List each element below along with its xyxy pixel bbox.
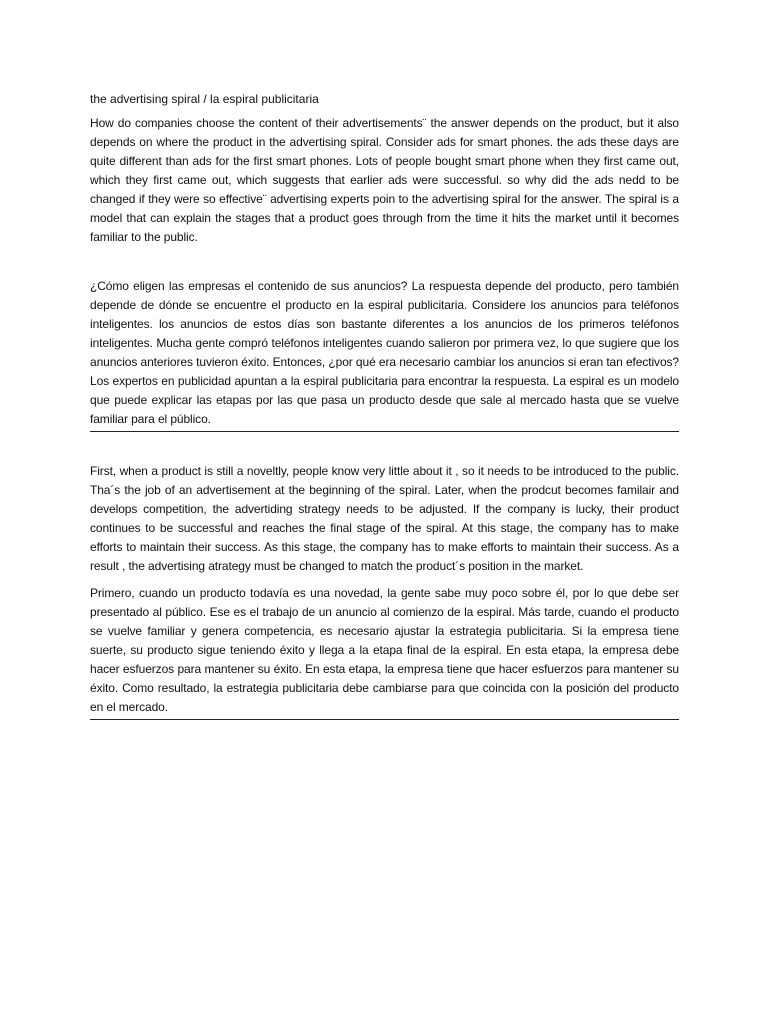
section-divider-2 <box>90 719 679 720</box>
paragraph-2-english: First, when a product is still a noveltly, people know very little about it , so it needs to be introduced to the public. Tha´s the job of an advertisement at the beginning of the spiral. Later, when the prodcut becomes familair and develops competition, the advertiding strategy needs to be adjusted. If the company is lucky, their product continues to be successful and reaches the final stage of the spiral. At this stage, the company has to make efforts to maintain their success. As this stage, the company has to make efforts to maintain their success. As a result , the advertising atrategy must be changed to match the product´s position in the market. <box>90 464 679 573</box>
document-title: the advertising spiral / la espiral publicitaria <box>90 92 319 106</box>
section-spacer <box>90 432 679 462</box>
paragraph-spacer <box>90 247 679 277</box>
document-page <box>90 90 679 720</box>
paragraph-2-spanish: Primero, cuando un producto todavía es una novedad, la gente sabe muy poco sobre él, por lo que debe ser presentado al público. Ese es el trabajo de un anuncio al comienzo de la espiral. Más tarde, cuando el producto se vuelve familiar y genera competencia, es necesario ajustar la estrategia publicitaria. Si la empresa tiene suerte, su producto sigue teniendo éxito y llega a la etapa final de la espiral. En esta etapa, la empresa debe hacer esfuerzos para mantener su éxito. En esta etapa, la empresa tiene que hacer esfuerzos para mantener su éxito. Como resultado, la estrategia publicitaria debe cambiarse para que coincida con la posición del producto en el mercado. <box>90 586 679 714</box>
paragraph-spacer-2 <box>90 576 679 584</box>
paragraph-1-spanish: ¿Cómo eligen las empresas el contenido de sus anuncios? La respuesta depende del producto, pero también depende de dónde se encuentre el producto en la espiral publicitaria. Considere los anuncios para teléfonos inteligentes. los anuncios de estos días son bastante diferentes a los anuncios de los primeros teléfonos inteligentes. Mucha gente compró teléfonos inteligentes cuando salieron por primera vez, lo que sugiere que los anuncios anteriores tuvieron éxito. Entonces, ¿por qué era necesario cambiar los anuncios si eran tan efectivos? Los expertos en publicidad apuntan a la espiral publicitaria para encontrar la respuesta. La espiral es un modelo que puede explicar las etapas por las que pasa un producto desde que sale al mercado hasta que se vuelve familiar para el público. <box>90 279 679 426</box>
paragraph-1-english: How do companies choose the content of their advertisements¨ the answer depends on the product, but it also depends on where the product in the advertising spiral. Consider ads for smart phones. the ads these days are quite different than ads for the first smart phones. Lots of people bought smart phone when they first came out, which they first came out, which suggests that earlier ads were successful. so why did the ads nedd to be changed if they were so effective¨ advertising experts poin to the advertising spiral for the answer. The spiral is a model that can explain the stages that a product goes through from the time it hits the market until it becomes familiar to the public. <box>90 116 679 244</box>
